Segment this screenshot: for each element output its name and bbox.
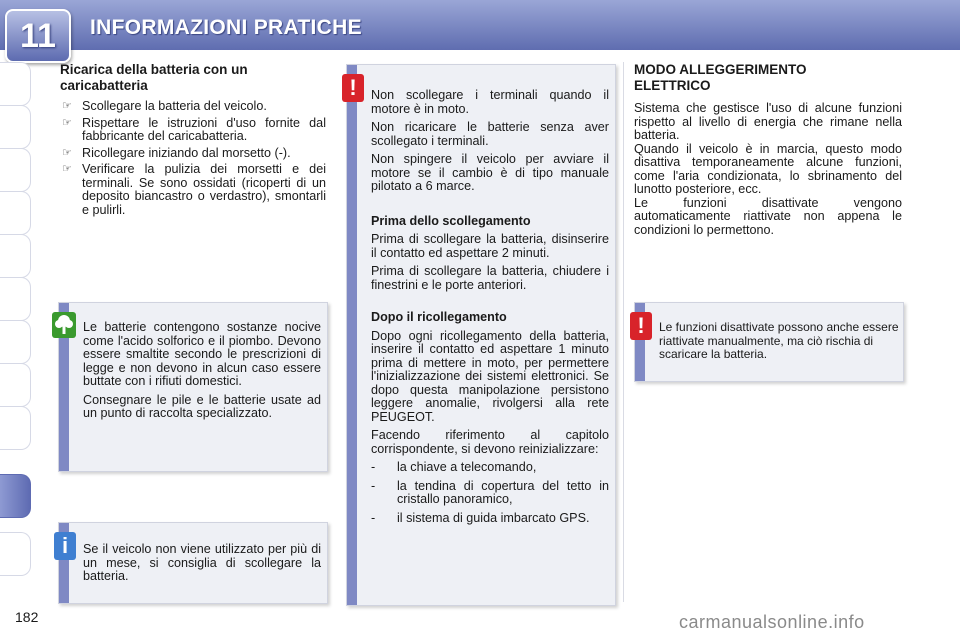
list-item: ☞ Ricollegare iniziando dal morsetto (-). [62, 145, 291, 160]
power-saving-mode-title: MODO ALLEGGERIMENTO ELETTRICO [634, 62, 807, 93]
list-item: - il sistema di guida imbarcato GPS. [371, 510, 590, 525]
before-disconnect-text: Prima di scollegare la batteria, disinserire il contatto ed aspettare 2 minuti. [371, 232, 609, 260]
chapter-tab-active[interactable] [0, 474, 31, 518]
warning-note [634, 302, 904, 382]
hand-pointer-icon: ☞ [62, 163, 72, 175]
chapter-tab[interactable] [0, 532, 31, 576]
tree-icon [52, 312, 76, 338]
battery-charging-title: Ricarica della batteria con un caricabatteria [60, 62, 248, 93]
chapter-tab[interactable] [0, 62, 31, 106]
after-reconnect-text: Dopo ogni ricollegamento della batteria, inserire il contatto ed aspettare 1 minuto prima di mettere in moto, per permettere l'inizializzazione dei sistemi elettronici. Se dopo questa manipolazione persistono leggere anomalie, rivolgersi alla rete PEUGEOT. [371, 328, 609, 424]
list-item: - la chiave a telecomando, [371, 460, 537, 474]
header-bar [0, 0, 960, 50]
chapter-tab[interactable] [0, 234, 31, 278]
list-item: ☞ Scollegare la batteria del veicolo. [62, 99, 267, 113]
after-reconnect-title: Dopo il ricollegamento [371, 310, 507, 324]
environment-note-text: Consegnare le pile e le batterie usate ad un punto di raccolta specializzato. [83, 392, 321, 420]
chapter-tab[interactable] [0, 105, 31, 149]
power-saving-text: Quando il veicolo è in marcia, questo modo disattiva temporaneamente alcune funzioni, come l'aria condizionata, lo sbrinamento del lunotto posteriore, ecc. [634, 141, 902, 196]
warning-text: Non spingere il veicolo per avviare il motore se il cambio è di tipo manuale pilotato a 6 marce. [371, 152, 609, 193]
chapter-tab[interactable] [0, 277, 31, 321]
chapter-number: 11 [20, 17, 56, 55]
chapter-tab[interactable] [0, 148, 31, 192]
after-reconnect-text: Facendo riferimento al capitolo corrispondente, si devono reinizializzare: [371, 428, 609, 456]
warning-note-text: Le funzioni disattivate possono anche essere riattivate manualmente, ma ciò rischia di scaricare la batteria. [659, 320, 899, 361]
hand-pointer-icon: ☞ [62, 100, 72, 112]
warning-icon: ! [342, 74, 364, 102]
warning-text: Non scollegare i terminali quando il motore è in moto. [371, 88, 609, 116]
list-item: - la tendina di copertura del tetto in cristallo panoramico, [371, 478, 609, 506]
environment-note-text: Le batterie contengono sostanze nocive come l'acido solforico e il piombo. Devono essere smaltite secondo le prescrizioni di legge e non devono in alcun caso essere buttate con i rifiuti domestici. [83, 320, 321, 388]
environment-note [58, 302, 328, 472]
chapter-badge [5, 9, 71, 63]
before-disconnect-text: Prima di scollegare la batteria, chiudere i finestrini e le porte anteriori. [371, 264, 609, 292]
info-note-text: Se il veicolo non viene utilizzato per più di un mese, si consiglia di scollegare la batteria. [83, 542, 321, 583]
warning-panel [346, 64, 616, 606]
info-note [58, 522, 328, 604]
before-disconnect-title: Prima dello scollegamento [371, 213, 531, 228]
hand-pointer-icon: ☞ [62, 146, 72, 159]
page-title: INFORMAZIONI PRATICHE [90, 16, 362, 39]
info-icon: i [54, 532, 76, 560]
list-item: ☞ Verificare la pulizia dei morsetti e dei terminali. Se sono ossidati (ricoperti di un deposito biancastro o verdastro), smontarli e pulirli. [62, 162, 326, 217]
chapter-tab[interactable] [0, 363, 31, 407]
list-item: ☞ Rispettare le istruzioni d'uso fornite dal fabbricante del caricabatteria. [62, 115, 326, 143]
column-divider [623, 62, 624, 602]
chapter-tab[interactable] [0, 320, 31, 364]
warning-icon: ! [630, 312, 652, 340]
charging-steps-list [60, 100, 326, 220]
power-saving-text: Le funzioni disattivate vengono automaticamente riattivate non appena le condizioni lo permettono. [634, 195, 902, 237]
watermark: carmanualsonline.info [679, 612, 865, 632]
page-number: 182 [15, 609, 39, 625]
hand-pointer-icon: ☞ [62, 116, 72, 129]
warning-text: Non ricaricare le batterie senza aver scollegato i terminali. [371, 120, 609, 148]
chapter-tab[interactable] [0, 406, 31, 450]
power-saving-text: Sistema che gestisce l'uso di alcune funzioni rispetto al livello di energia che rimane nella batteria. [634, 101, 902, 142]
chapter-tab[interactable] [0, 191, 31, 235]
